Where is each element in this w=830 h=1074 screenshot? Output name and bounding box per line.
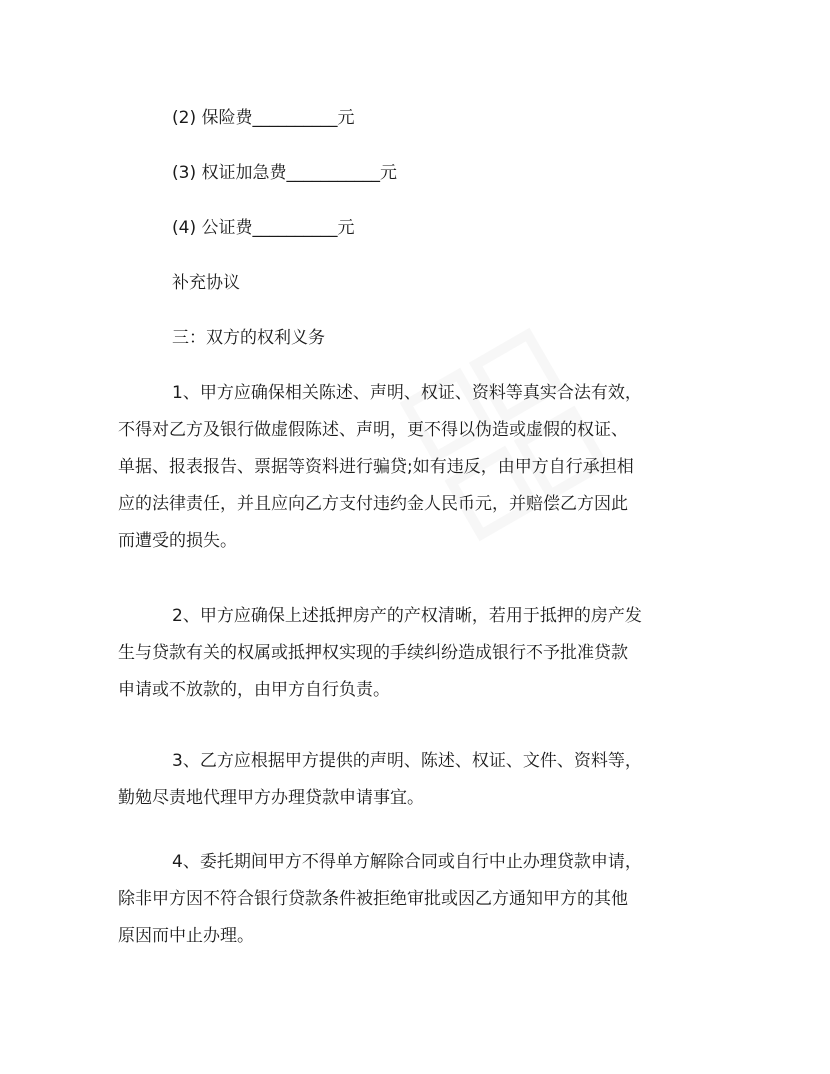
paragraph-line: 1、甲方应确保相关陈述、声明、权证、资料等真实合法有效， (172, 383, 642, 403)
paragraph-line: 原因而中止办理。 (118, 926, 254, 946)
paragraph-line: 申请或不放款的，由甲方自行负责。 (118, 680, 390, 700)
paragraph-line: 3、乙方应根据甲方提供的声明、陈述、权证、文件、资料等， (172, 751, 642, 771)
paragraph-line: 不得对乙方及银行做虚假陈述、声明，更不得以伪造或虚假的权证、 (118, 420, 628, 440)
fee-item-urgent-certificate: (3) 权证加急费___________元 (172, 163, 397, 183)
paragraph-line: 应的法律责任，并且应向乙方支付违约金人民币元，并赔偿乙方因此 (118, 494, 628, 514)
paragraph-3 (118, 743, 698, 817)
paragraph-line: 单据、报表报告、票据等资料进行骗贷;如有违反，由甲方自行承担相 (118, 457, 634, 477)
fee-item-notary: (4) 公证费__________元 (172, 218, 355, 238)
paragraph-4 (118, 844, 698, 955)
paragraph-line: 4、委托期间甲方不得单方解除合同或自行中止办理贷款申请， (172, 852, 642, 872)
paragraph-line: 勤勉尽责地代理甲方办理贷款申请事宜。 (118, 788, 424, 808)
paragraph-line: 而遭受的损失。 (118, 531, 237, 551)
paragraph-line: 2、甲方应确保上述抵押房产的产权清晰，若用于抵押的房产发 (172, 606, 642, 626)
supplement-heading: 补充协议 (172, 273, 240, 293)
fee-item-insurance: (2) 保险费__________元 (172, 108, 355, 128)
paragraph-2 (118, 598, 698, 709)
paragraph-1 (118, 375, 698, 560)
paragraph-line: 除非甲方因不符合银行贷款条件被拒绝审批或因乙方通知甲方的其他 (118, 889, 628, 909)
section-three-heading: 三：双方的权利义务 (172, 328, 325, 348)
paragraph-line: 生与贷款有关的权属或抵押权实现的手续纠纷造成银行不予批准贷款 (118, 643, 628, 663)
